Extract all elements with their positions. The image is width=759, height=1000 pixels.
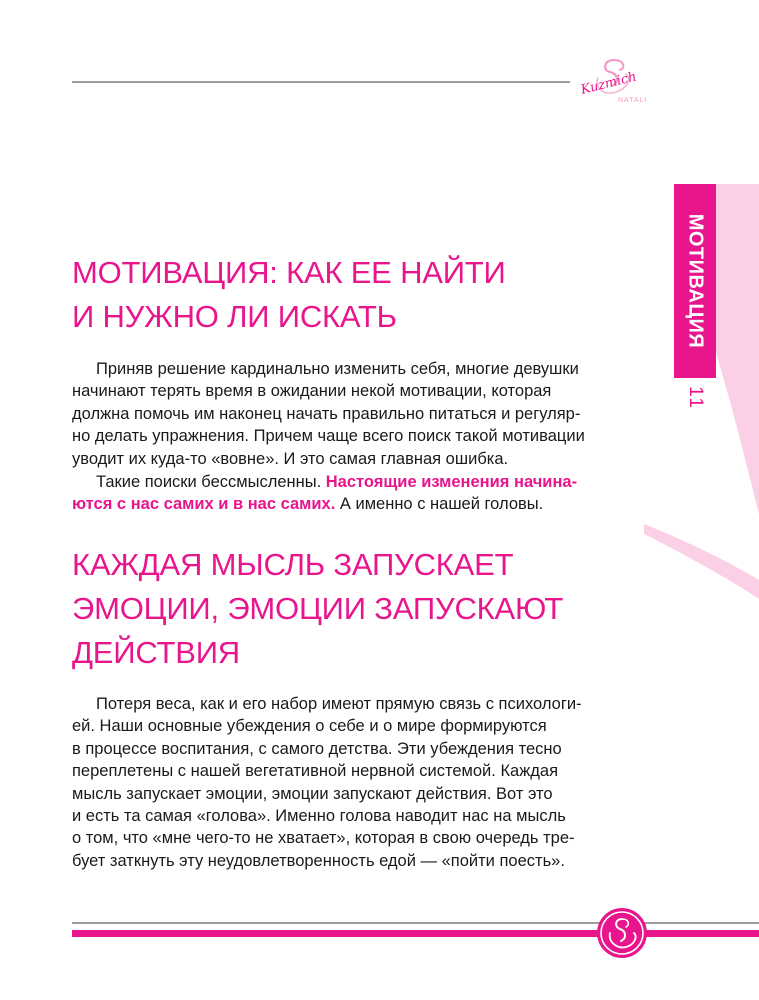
paragraph-line: и есть та самая «голова». Именно голова наводит нас на мысль bbox=[72, 807, 566, 826]
paragraph-line: ей. Наши основные убеждения о себе и о мире формируются bbox=[72, 717, 547, 736]
paragraph-psychology bbox=[72, 693, 632, 872]
highlight-text: Настоящие изменения начина- bbox=[325, 473, 578, 491]
paragraph-intro bbox=[72, 358, 632, 470]
section-tab bbox=[674, 184, 716, 378]
logo-script: Kuzmich bbox=[579, 69, 639, 98]
paragraph-line: в процессе воспитания, с самого детства. Эти убеждения тесно bbox=[72, 739, 562, 758]
paragraph-line: Приняв решение кардинально изменить себя, многие девушки bbox=[96, 360, 579, 378]
paragraph-line bbox=[72, 493, 632, 515]
top-rule bbox=[72, 81, 570, 83]
heading-line: ДЕЙСТВИЯ bbox=[72, 635, 240, 670]
paragraph-line: Потеря веса, как и его набор имеют прямую связь с психологи- bbox=[96, 695, 582, 713]
bottom-rule-thin bbox=[72, 922, 759, 924]
paragraph-line: но делать упражнения. Причем чаще всего поиск такой мотивации bbox=[72, 427, 585, 446]
paragraph-line bbox=[72, 471, 632, 493]
logo-sub: NATALI bbox=[618, 97, 648, 104]
page-number: 11 bbox=[685, 386, 706, 410]
paragraph-line: о том, что «мне чего-то не хватает», которая в свою очередь тре- bbox=[72, 829, 575, 848]
brand-logo bbox=[574, 56, 654, 106]
paragraph-line: уводит их куда-то «вовне». И это самая главная ошибка. bbox=[72, 449, 509, 468]
section-heading-motivation bbox=[72, 251, 506, 339]
paragraph-line: должна помочь им наконец начать правильно питаться и регуляр- bbox=[72, 404, 581, 423]
section-heading-thoughts bbox=[72, 543, 563, 675]
highlight-text: ются с нас самих и в нас самих. bbox=[72, 495, 336, 514]
paragraph-line: бует заткнуть эту неудовлетворенность едой — «пойти поесть». bbox=[72, 851, 565, 870]
section-tab-label: МОТИВАЦИЯ bbox=[684, 213, 707, 349]
paragraph-line: мысль запускает эмоции, эмоции запускают действия. Вот это bbox=[72, 784, 553, 803]
paragraph-key-point bbox=[72, 471, 632, 516]
paragraph-line: начинают терять время в ожидании некой мотивации, которая bbox=[72, 382, 552, 401]
bottom-rule-accent bbox=[72, 930, 759, 937]
brand-badge-icon bbox=[596, 907, 648, 959]
heading-line: ЭМОЦИИ, ЭМОЦИИ ЗАПУСКАЮТ bbox=[72, 591, 564, 626]
heading-line: И НУЖНО ЛИ ИСКАТЬ bbox=[72, 299, 397, 334]
heading-line: МОТИВАЦИЯ: КАК ЕЕ НАЙТИ bbox=[72, 255, 506, 290]
plain-text: А именно с нашей головы. bbox=[335, 495, 544, 514]
heading-line: КАЖДАЯ МЫСЛЬ ЗАПУСКАЕТ bbox=[72, 547, 514, 582]
paragraph-line: переплетены с нашей вегетативной нервной системой. Каждая bbox=[72, 762, 559, 781]
plain-text: Такие поиски бессмысленны. bbox=[96, 473, 326, 491]
